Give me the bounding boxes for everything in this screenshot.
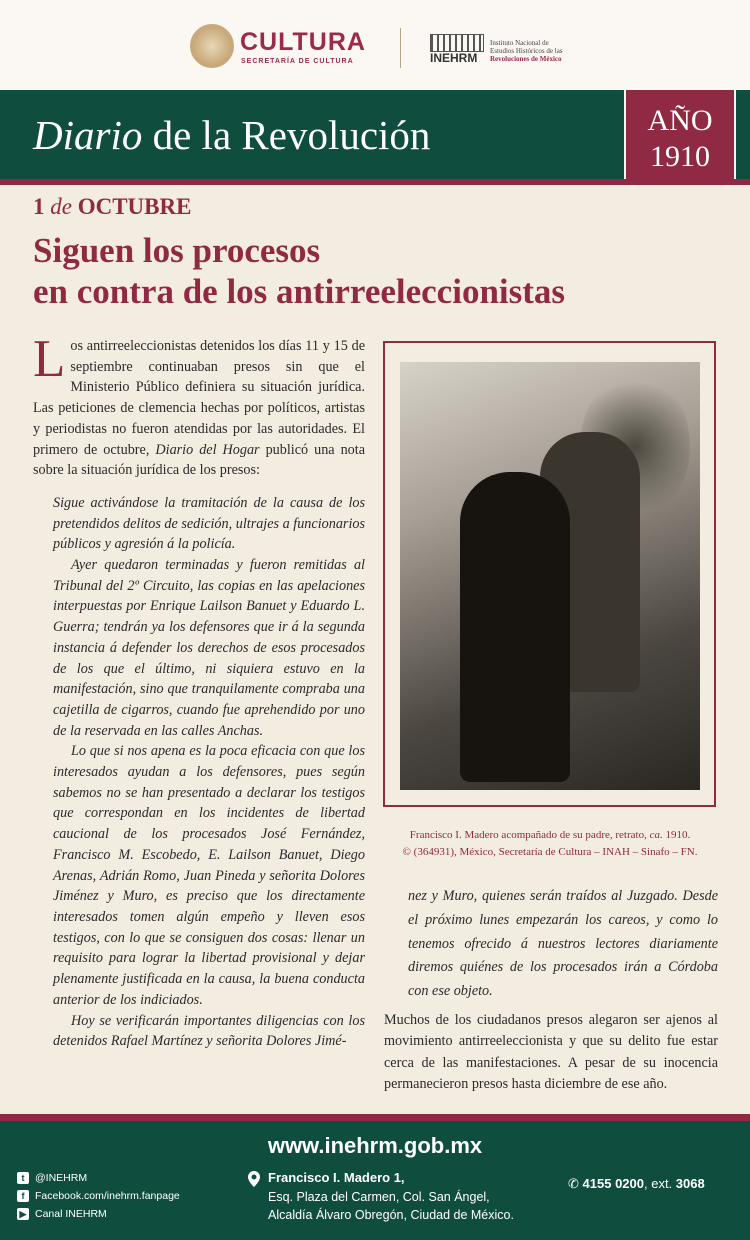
- quote-continuation: nez y Muro, quienes serán traídos al Juzgado. Desde el próximo lunes empezarán los careos, y como lo tenemos ofrecido á nuestros lectores diariamente diremos quiénes de los procesados irán a Córdoba con ese objeto.: [408, 888, 718, 1000]
- closing-paragraph: Muchos de los ciudadanos presos alegaron ser ajenos al movimiento antirreeleccionista y que su delito fue estar cerca de las manifestaciones. A pesar de su inocencia permanecieron presos hasta diciembre de ese año.: [384, 1012, 718, 1092]
- facebook-link[interactable]: f Facebook.com/inehrm.fanpage: [17, 1187, 180, 1205]
- footer-divider: [0, 1114, 750, 1121]
- address: [248, 1169, 514, 1225]
- logo-bar: [0, 0, 750, 90]
- national-seal-icon: [190, 24, 234, 68]
- phone-number[interactable]: ✆ 4155 0200, ext. 3068: [568, 1176, 705, 1191]
- newspaper-quote: [53, 493, 365, 1052]
- cultura-subtitle: SECRETARÍA DE CULTURA: [241, 58, 354, 65]
- quote-paragraph: Hoy se verificarán importantes diligencias con los detenidos Rafael Martínez y señorita Dolores Jimé-: [53, 1012, 365, 1050]
- year-value: 1910: [650, 140, 710, 173]
- article-headline: Siguen los procesos en contra de los antirreeleccionistas: [33, 231, 566, 311]
- band-divider: [0, 179, 750, 185]
- inehrm-logo[interactable]: INEHRM: [430, 51, 478, 65]
- twitter-link[interactable]: t @INEHRM: [17, 1169, 180, 1187]
- location-pin-icon: [248, 1171, 260, 1187]
- website-link[interactable]: www.inehrm.gob.mx: [267, 1133, 483, 1158]
- footer: [0, 1121, 750, 1240]
- year-badge: [624, 90, 736, 183]
- drop-cap: L: [33, 330, 66, 388]
- year-label: AÑO: [647, 104, 713, 137]
- youtube-icon: ▶: [17, 1208, 29, 1220]
- social-links: [17, 1169, 180, 1223]
- quote-paragraph: Ayer quedaron terminadas y fueron remitidas al Tribunal del 2º Circuito, las copias en las apelaciones interpuestas por Enrique Lailson Banuet y Eduardo L. Guerra; tendrán ya los defensores que ir á la segunda instancia á defender los derechos de esos procesados de los que el último, ni siquiera estuvo en la manifestación, sino que tranquilamente compraba una cajetilla de cigarros, cuando fue aprehendido por uno de la reservada en las calles Anchas.: [53, 557, 365, 739]
- address-line: Alcaldía Álvaro Obregón, Ciudad de México.: [268, 1208, 514, 1222]
- quote-paragraph: Lo que si nos apena es la poca eficacia con que los interesados ayudan a los defensores, pues según sabemos no se han presentado a declarar los testigos que correspondan en los incidentes de libertad caucional de los procesados José Fernández, Francisco M. Escobedo, E. Lailson Banuet, Diego Arenas, Adrián Romo, Juan Pineda y señorita Dolores Jiménez y Muro, es preciso que los directamente interesados tomen algún empeño y lleven esos testigos, con lo que se consiguen dos cosas: llenar un requisito para lograr la libertad provisional y dejar plenamente justificada en la causa, la buena conducta anterior de los indiciados.: [53, 743, 365, 1008]
- seated-man: [460, 472, 570, 782]
- lead-paragraph: Los antirreeleccionistas detenidos los días 11 y 15 de septiembre continuaban presos sin que el Ministerio Público definiera su situación jurídica. Las peticiones de clemencia hechas por políticos, artistas y periodistas no fueron atendidas por las autoridades. El primero de octubre, Diario del Hogar publicó una nota sobre la situación jurídica de los presos:: [33, 330, 366, 479]
- article-date: 1 de OCTUBRE: [33, 194, 192, 219]
- page-title: Diario de la Revolución: [33, 112, 431, 158]
- quote-paragraph: Sigue activándose la tramitación de la causa de los pretendidos delitos de sedición, ultrajes a funcionarios públicos y agresión á la policía.: [53, 494, 365, 553]
- source-name: Diario del Hogar: [155, 441, 260, 458]
- phone-icon: ✆: [568, 1176, 579, 1191]
- cultura-logo[interactable]: CULTURA: [240, 28, 366, 56]
- youtube-link[interactable]: ▶ Canal INEHRM: [17, 1205, 180, 1223]
- article-body-left: [33, 330, 366, 1052]
- twitter-icon: t: [17, 1172, 29, 1184]
- historical-photo[interactable]: [400, 362, 700, 790]
- building-icon: [430, 34, 484, 52]
- logo-divider: [400, 28, 401, 68]
- address-line: Esq. Plaza del Carmen, Col. San Ángel,: [268, 1189, 490, 1204]
- facebook-icon: f: [17, 1190, 29, 1202]
- inehrm-description: Instituto Nacional de Estudios Históricos de las Revoluciones de México: [490, 39, 563, 63]
- photo-caption: Francisco I. Madero acompañado de su padre, retrato, ca. 1910. © (364931), México, Secretaría de Cultura – INAH – Sinafo – FN.: [402, 829, 698, 858]
- address-title: Francisco I. Madero 1,: [268, 1170, 405, 1185]
